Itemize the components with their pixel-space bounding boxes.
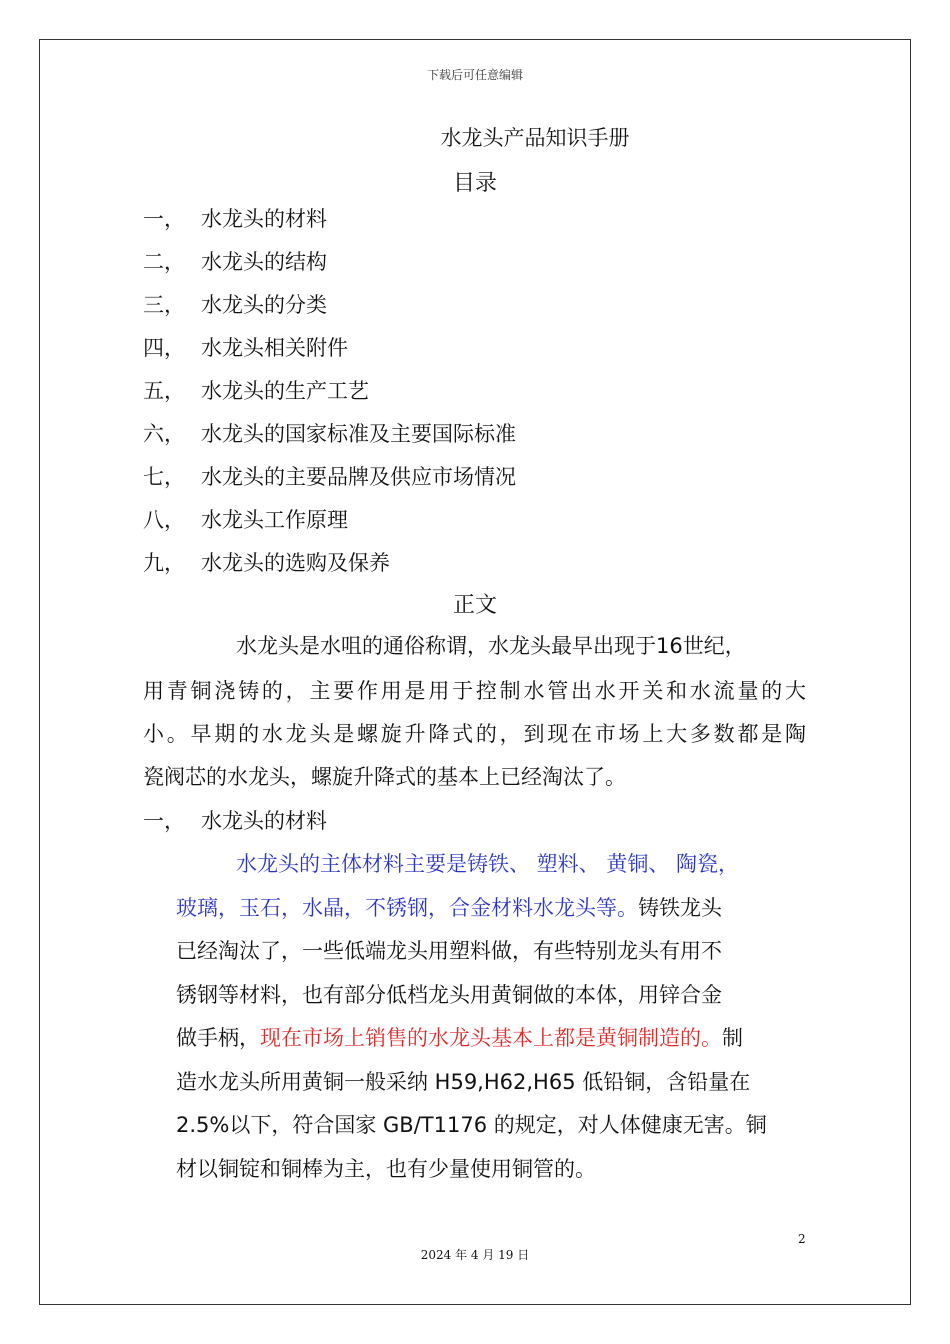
paragraph-line: 2.5%以下，符合国家 GB/T1176 的规定，对人体健康无害。铜 [176,1113,767,1137]
paragraph-line [176,892,722,922]
intro-line: 用青铜浇铸的，主要作用是用于控制水管出水开关和水流量的大 [143,679,806,703]
toc-item-label: 水龙头工作原理 [201,508,348,532]
intro-line: 水龙头是水咀的通俗称谓，水龙头最早出现于16世纪， [236,634,746,658]
toc-item-number: 八， [143,508,185,532]
toc-item-label: 水龙头的材料 [201,207,327,231]
paragraph-text: 做手柄， [176,1026,260,1050]
toc-item-label: 水龙头相关附件 [201,336,348,360]
document-title: 水龙头产品知识手册 [440,126,630,150]
toc-item-number: 七， [143,465,185,489]
toc-item-number: 六， [143,422,185,446]
section-heading [143,805,327,835]
intro-line: 瓷阀芯的水龙头，螺旋升降式的基本上已经淘汰了。 [143,765,626,789]
intro-line: 小。早期的水龙头是螺旋升降式的，到现在市场上大多数都是陶 [143,722,806,746]
page-number: 2 [798,1232,806,1246]
toc-item-number: 九， [143,551,185,575]
paragraph-text: 铸铁龙头 [638,896,722,920]
toc-heading: 目录 [452,171,497,196]
paragraph-line [176,1022,743,1052]
toc-item-number: 二， [143,250,185,274]
paragraph-line: 造水龙头所用黄铜一般采纳 H59,H62,H65 低铅铜，含铅量在 [176,1070,751,1094]
toc-item-label: 水龙头的结构 [201,250,327,274]
section-title: 水龙头的材料 [201,809,327,833]
highlight-red: 现在市场上销售的水龙头基本上都是黄铜制造的。 [260,1026,722,1050]
toc-item-label: 水龙头的主要品牌及供应市场情况 [201,465,516,489]
paragraph-line: 锈钢等材料，也有部分低档龙头用黄铜做的本体，用锌合金 [176,983,722,1007]
toc-item-number: 四， [143,336,185,360]
page-header: 下载后可任意编辑 [426,68,523,82]
toc-item-number: 五， [143,379,185,403]
footer-date: 2024 年 4 月 19 日 [420,1248,530,1262]
toc-item-number: 一， [143,207,185,231]
paragraph-line: 水龙头的主体材料主要是铸铁、 塑料、 黄铜、 陶瓷， [236,852,740,876]
body-heading: 正文 [452,593,497,618]
toc-item-label: 水龙头的国家标准及主要国际标准 [201,422,516,446]
paragraph-line: 材以铜锭和铜棒为主，也有少量使用铜管的。 [176,1157,596,1181]
highlight-blue: 玻璃，玉石，水晶，不锈钢，合金材料水龙头等。 [176,896,638,920]
toc-item-label: 水龙头的分类 [201,293,327,317]
paragraph-text: 制 [722,1026,743,1050]
toc-item-label: 水龙头的生产工艺 [201,379,369,403]
toc-item-label: 水龙头的选购及保养 [201,551,390,575]
section-number: 一， [143,809,185,833]
paragraph-line: 已经淘汰了，一些低端龙头用塑料做，有些特别龙头有用不 [176,939,722,963]
toc-item-number: 三， [143,293,185,317]
